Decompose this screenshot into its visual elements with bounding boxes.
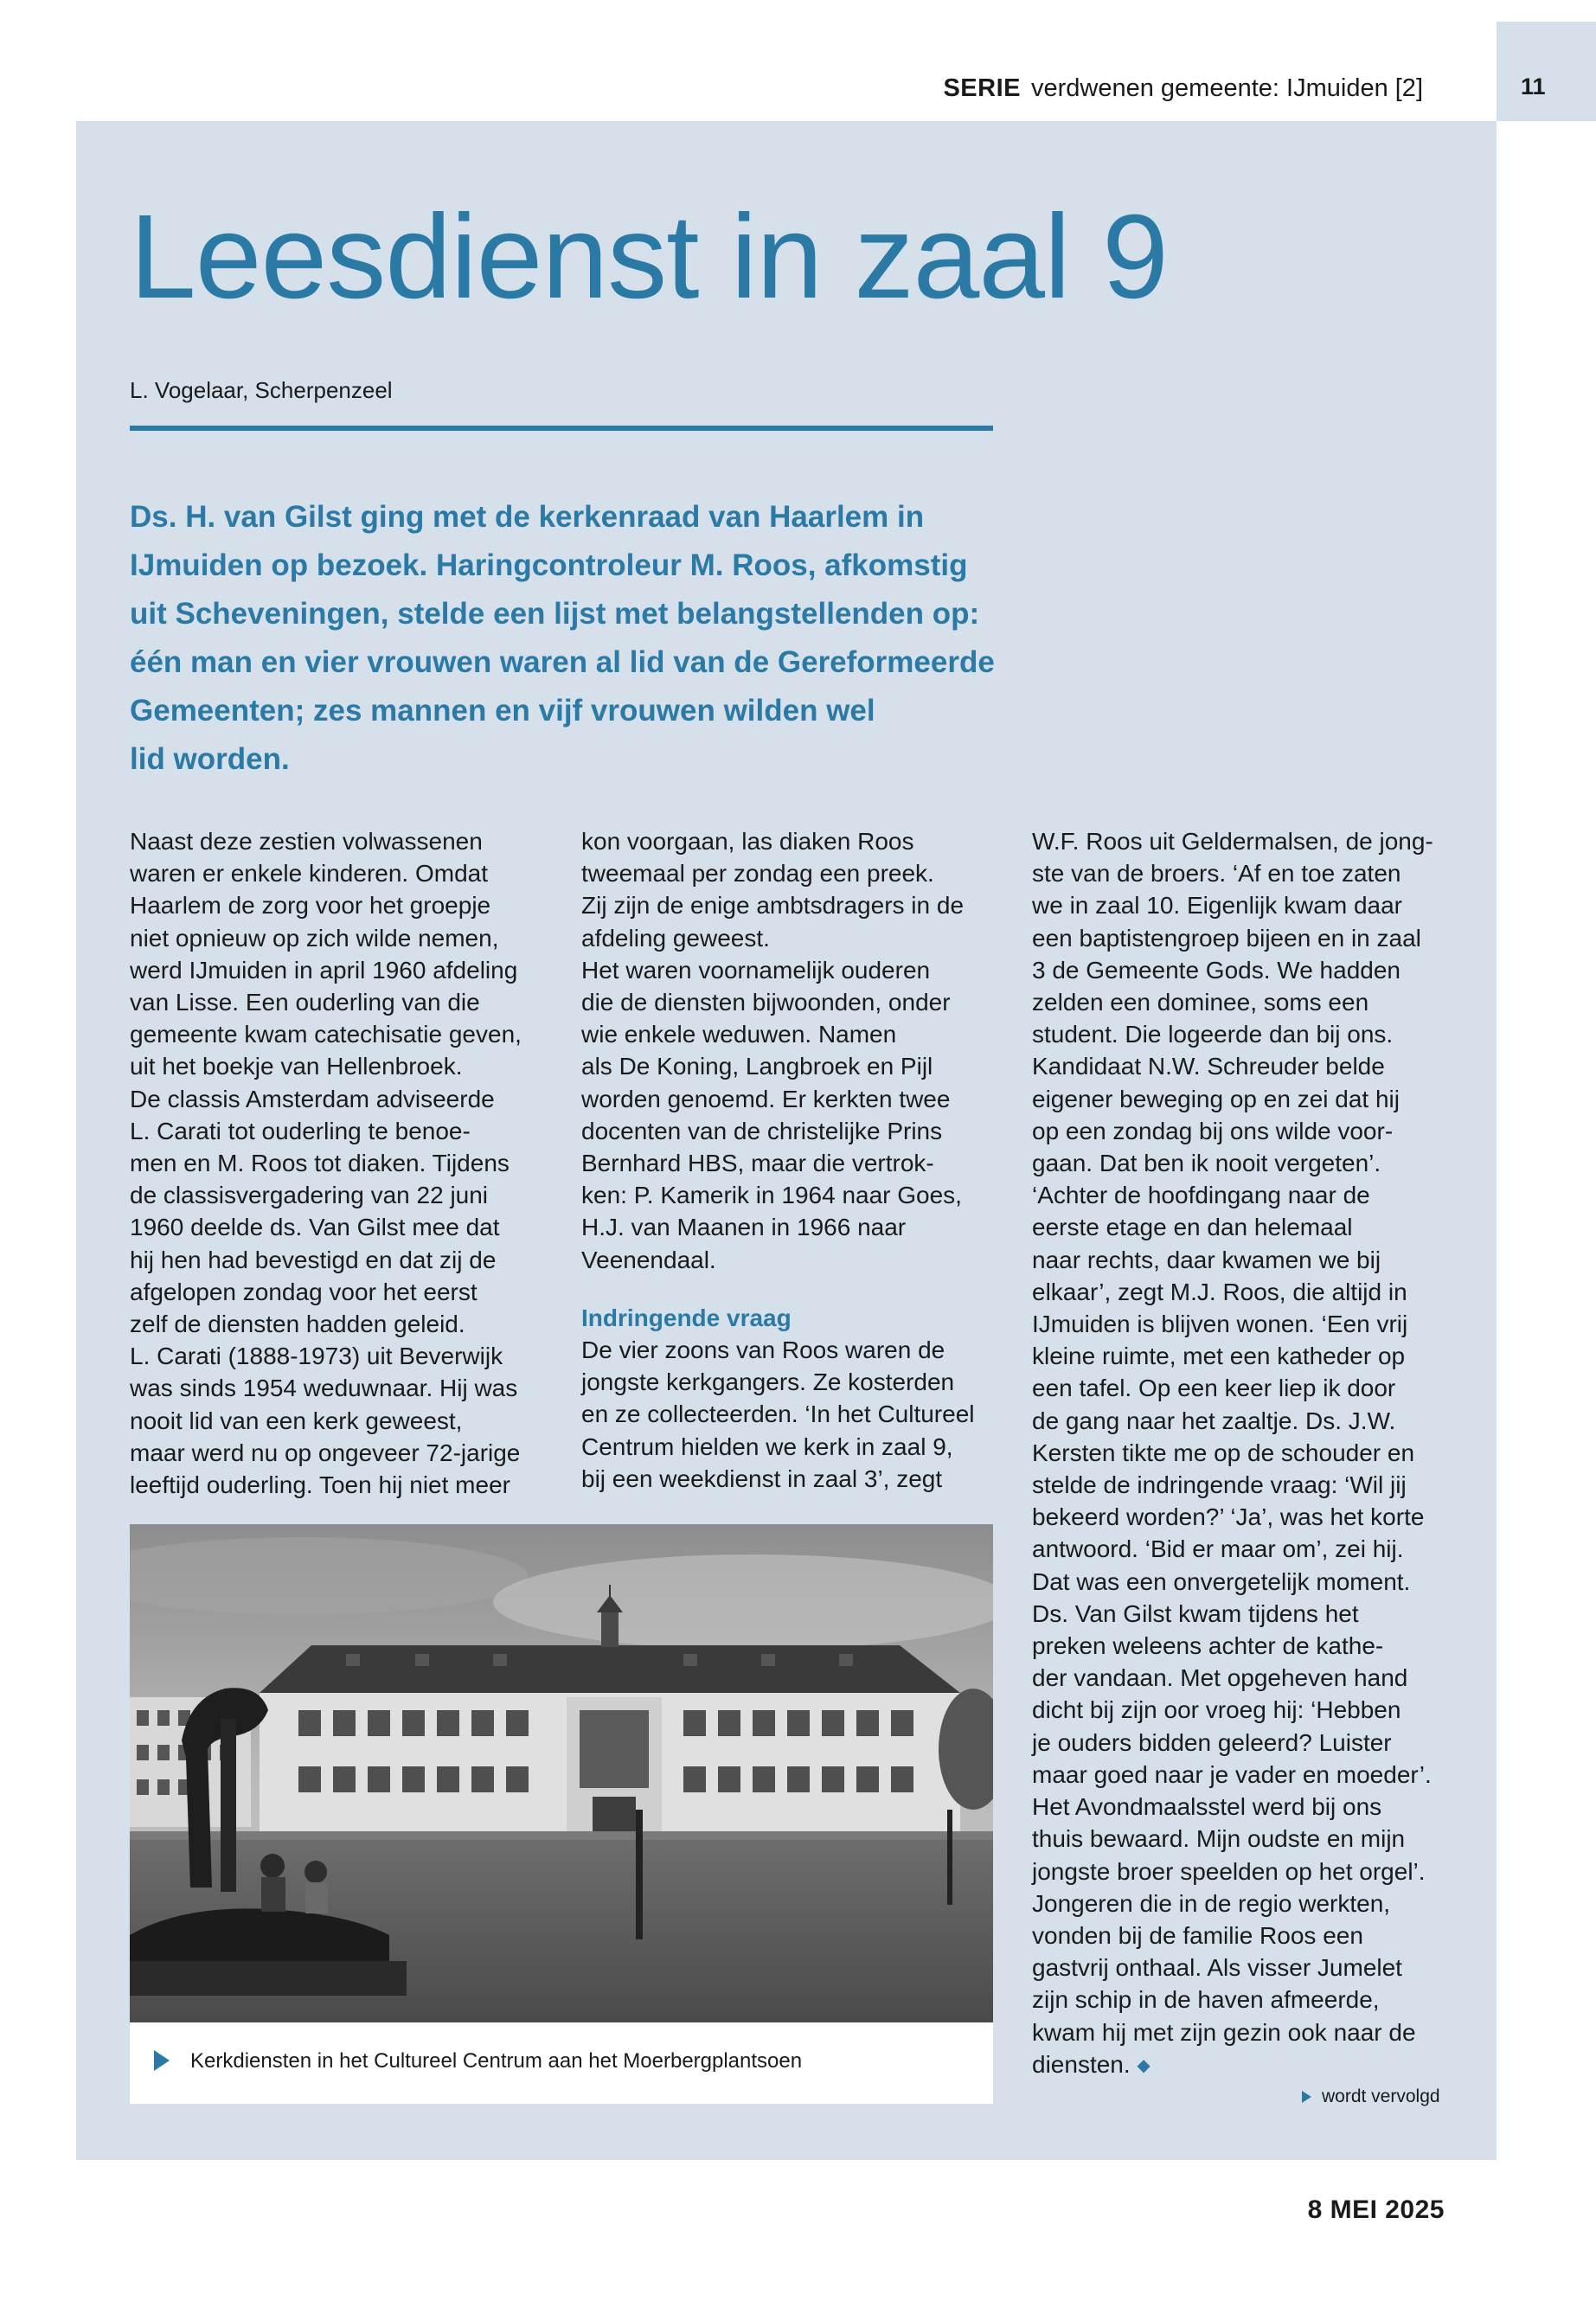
intro-line: Gemeenten; zes mannen en vijf vrouwen wilden wel bbox=[130, 694, 875, 727]
body-line: ‘Achter de hoofdingang naar de bbox=[1032, 1182, 1370, 1209]
body-line: wie enkele weduwen. Namen bbox=[581, 1021, 897, 1048]
body-line: vonden bij de familie Roos een bbox=[1032, 1921, 1363, 1949]
body-line: der vandaan. Met opgeheven hand bbox=[1032, 1664, 1408, 1692]
body-line: leeftijd ouderling. Toen hij niet meer bbox=[130, 1471, 510, 1499]
body-column-1 bbox=[130, 825, 554, 1501]
body-line: men en M. Roos tot diaken. Tijdens bbox=[130, 1150, 510, 1177]
body-line: preken weleens achter de kathe- bbox=[1032, 1632, 1384, 1660]
body-line: Zij zijn de enige ambtsdragers in de bbox=[581, 892, 965, 920]
series-header bbox=[943, 74, 1423, 103]
body-line: kwam hij met zijn gezin ook naar de bbox=[1032, 2018, 1416, 2046]
body-line: IJmuiden is blijven wonen. ‘Een vrij bbox=[1032, 1311, 1408, 1338]
body-line: student. Die logeerde dan bij ons. bbox=[1032, 1021, 1394, 1048]
play-triangle-icon bbox=[154, 2050, 170, 2071]
section-subheading: Indringende vraag bbox=[581, 1304, 792, 1331]
body-line: De vier zoons van Roos waren de bbox=[581, 1336, 945, 1364]
body-line: afgelopen zondag voor het eerst bbox=[130, 1278, 478, 1305]
body-line: van Lisse. Een ouderling van die bbox=[130, 989, 480, 1016]
article-intro bbox=[130, 493, 1029, 784]
body-line: Haarlem de zorg voor het groepje bbox=[130, 892, 491, 920]
body-line: zijn schip in de haven afmeerde, bbox=[1032, 1986, 1380, 2014]
body-line: we in zaal 10. Eigenlijk kwam daar bbox=[1032, 892, 1402, 920]
body-line: eerste etage en dan helemaal bbox=[1032, 1214, 1353, 1241]
body-line: zelf de diensten hadden geleid. bbox=[130, 1311, 465, 1338]
body-line: bekeerd worden?’ ‘Ja’, was het korte bbox=[1032, 1503, 1425, 1531]
article-title: Leesdienst in zaal 9 bbox=[130, 190, 1168, 324]
body-column-2 bbox=[581, 825, 1005, 1495]
body-line: elkaar’, zegt M.J. Roos, die altijd in bbox=[1032, 1278, 1407, 1305]
intro-line: IJmuiden op bezoek. Haringcontroleur M. Roos, afkomstig bbox=[130, 548, 968, 582]
page-number: 11 bbox=[1521, 74, 1546, 99]
body-line: H.J. van Maanen in 1966 naar bbox=[581, 1214, 907, 1241]
body-column-3 bbox=[1032, 825, 1456, 2082]
body-line: de gang naar het zaaltje. Ds. J.W. bbox=[1032, 1407, 1396, 1434]
body-line: Jongeren die in de regio werkten, bbox=[1032, 1889, 1391, 1917]
body-line: Dat was een onvergetelijk moment. bbox=[1032, 1567, 1411, 1595]
body-line: hij hen had bevestigd en dat zij de bbox=[130, 1246, 497, 1273]
body-line: niet opnieuw op zich wilde nemen, bbox=[130, 924, 499, 952]
body-line: was sinds 1954 weduwnaar. Hij was bbox=[130, 1375, 518, 1402]
body-line: L. Carati tot ouderling te benoe- bbox=[130, 1117, 471, 1144]
body-line: Bernhard HBS, maar die vertrok- bbox=[581, 1150, 934, 1177]
arrow-right-icon bbox=[1302, 2091, 1311, 2103]
series-label: SERIE bbox=[943, 74, 1021, 102]
photo-caption-box bbox=[130, 2022, 993, 2104]
body-line: Het Avondmaalsstel werd bij ons bbox=[1032, 1793, 1382, 1821]
body-line: ste van de broers. ‘Af en toe zaten bbox=[1032, 860, 1401, 888]
body-line: Ds. Van Gilst kwam tijdens het bbox=[1032, 1599, 1359, 1627]
body-line: nooit lid van een kerk geweest, bbox=[130, 1407, 463, 1434]
body-line: 1960 deelde ds. Van Gilst mee dat bbox=[130, 1214, 500, 1241]
body-line: als De Koning, Langbroek en Pijl bbox=[581, 1053, 933, 1080]
body-line: tweemaal per zondag een preek. bbox=[581, 860, 934, 888]
continued-note bbox=[1302, 2086, 1440, 2107]
body-line: gastvrij onthaal. Als visser Jumelet bbox=[1032, 1954, 1402, 1982]
page-number-tab bbox=[1497, 22, 1596, 121]
body-line: werd IJmuiden in april 1960 afdeling bbox=[130, 956, 518, 984]
body-line: gaan. Dat ben ik nooit vergeten’. bbox=[1032, 1150, 1381, 1177]
body-line: bij een weekdienst in zaal 3’, zegt bbox=[581, 1465, 943, 1492]
body-line: maar werd nu op ongeveer 72-jarige bbox=[130, 1439, 521, 1466]
photo-caption: Kerkdiensten in het Cultureel Centrum aan het Moerbergplantsoen bbox=[190, 2049, 803, 2073]
body-line: waren er enkele kinderen. Omdat bbox=[130, 860, 488, 888]
issue-date: 8 MEI 2025 bbox=[1307, 2195, 1445, 2224]
body-line: Kandidaat N.W. Schreuder belde bbox=[1032, 1053, 1385, 1080]
body-line: een tafel. Op een keer liep ik door bbox=[1032, 1375, 1396, 1402]
body-line-last-text: diensten. bbox=[1032, 2050, 1131, 2078]
body-line: kleine ruimte, met een katheder op bbox=[1032, 1343, 1406, 1370]
paragraph-gap bbox=[581, 1276, 1005, 1302]
diamond-icon: ◆ bbox=[1137, 2055, 1151, 2075]
body-line: kon voorgaan, las diaken Roos bbox=[581, 828, 914, 855]
body-line: zelden een dominee, soms een bbox=[1032, 989, 1369, 1016]
title-divider bbox=[130, 426, 993, 431]
body-line: uit het boekje van Hellenbroek. bbox=[130, 1053, 463, 1080]
body-line: op een zondag bij ons wilde voor- bbox=[1032, 1117, 1394, 1144]
body-line: Veenendaal. bbox=[581, 1246, 716, 1273]
intro-line: lid worden. bbox=[130, 742, 290, 776]
body-line: W.F. Roos uit Geldermalsen, de jong- bbox=[1032, 828, 1433, 855]
photo-illustration bbox=[130, 1524, 993, 2022]
body-line: jongste kerkgangers. Ze kosterden bbox=[581, 1368, 955, 1396]
body-line: antwoord. ‘Bid er maar om’, zei hij. bbox=[1032, 1535, 1404, 1563]
continued-label: wordt vervolgd bbox=[1322, 2086, 1440, 2106]
body-line-last bbox=[1032, 2048, 1456, 2082]
intro-line: uit Scheveningen, stelde een lijst met belangstellenden op: bbox=[130, 597, 980, 631]
body-line: 3 de Gemeente Gods. We hadden bbox=[1032, 956, 1401, 984]
body-line: jongste broer speelden op het orgel’. bbox=[1032, 1857, 1426, 1885]
body-line: die de diensten bijwoonden, onder bbox=[581, 989, 951, 1016]
body-line: afdeling geweest. bbox=[581, 924, 770, 952]
body-line: gemeente kwam catechisatie geven, bbox=[130, 1021, 522, 1048]
intro-line: één man en vier vrouwen waren al lid van de Gereformeerde bbox=[130, 645, 995, 679]
body-line: je ouders bidden geleerd? Luister bbox=[1032, 1728, 1392, 1756]
body-line: worden genoemd. Er kerkten twee bbox=[581, 1085, 951, 1112]
body-line: ken: P. Kamerik in 1964 naar Goes, bbox=[581, 1182, 962, 1209]
body-line: stelde de indringende vraag: ‘Wil jij bbox=[1032, 1471, 1407, 1499]
body-line: Naast deze zestien volwassenen bbox=[130, 828, 483, 855]
body-line: L. Carati (1888-1973) uit Beverwijk bbox=[130, 1343, 503, 1370]
body-line: thuis bewaard. Mijn oudste en mijn bbox=[1032, 1825, 1406, 1853]
body-line: Centrum hielden we kerk in zaal 9, bbox=[581, 1433, 953, 1460]
body-line: eigener beweging op en zei dat hij bbox=[1032, 1085, 1400, 1112]
body-line: en ze collecteerden. ‘In het Cultureel bbox=[581, 1400, 975, 1428]
body-line: De classis Amsterdam adviseerde bbox=[130, 1085, 495, 1112]
body-line: Kersten tikte me op de schouder en bbox=[1032, 1439, 1415, 1466]
body-line: dicht bij zijn oor vroeg hij: ‘Hebben bbox=[1032, 1696, 1401, 1724]
series-title: verdwenen gemeente: IJmuiden [2] bbox=[1031, 74, 1423, 102]
body-line: een baptistengroep bijeen en in zaal bbox=[1032, 924, 1421, 952]
body-line: docenten van de christelijke Prins bbox=[581, 1117, 943, 1144]
body-line: de classisvergadering van 22 juni bbox=[130, 1182, 489, 1209]
body-line: Het waren voornamelijk ouderen bbox=[581, 956, 931, 984]
body-line: naar rechts, daar kwamen we bij bbox=[1032, 1246, 1381, 1273]
article-author: L. Vogelaar, Scherpenzeel bbox=[130, 377, 393, 403]
body-line: maar goed naar je vader en moeder’. bbox=[1032, 1760, 1432, 1788]
article-photo bbox=[130, 1524, 993, 2022]
intro-line: Ds. H. van Gilst ging met de kerkenraad van Haarlem in bbox=[130, 500, 925, 534]
